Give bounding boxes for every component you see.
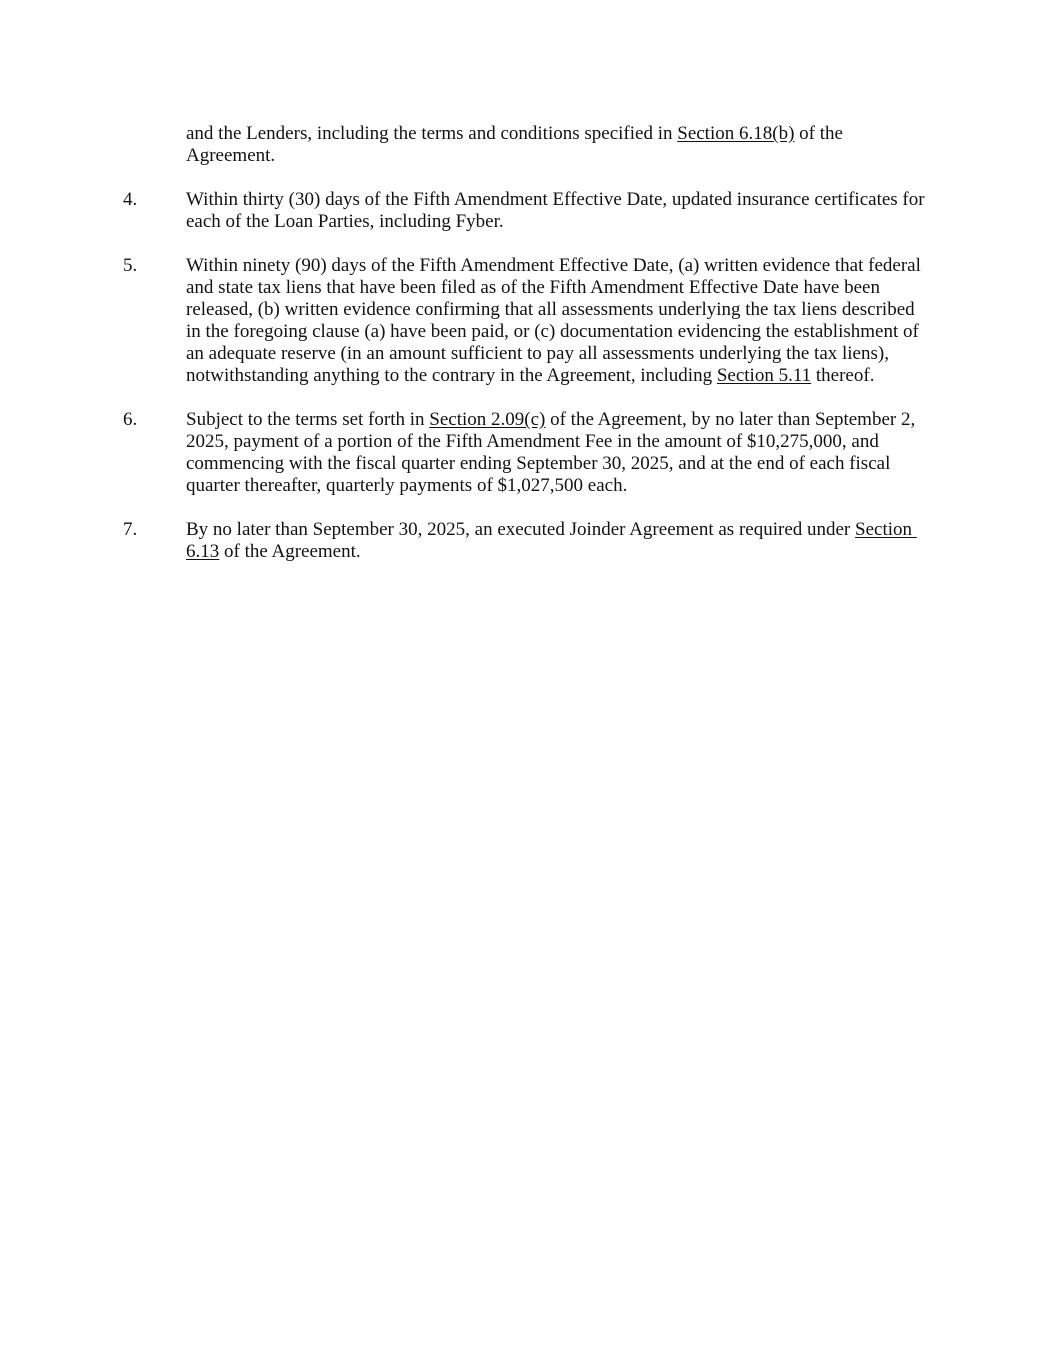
text-segment: of the Agreement. (186, 123, 847, 166)
item-number: 6. (123, 409, 138, 430)
text-segment: and the Lenders, including the terms and conditions specified in (186, 123, 678, 144)
paragraph-text (186, 189, 934, 233)
section-reference: Section 2.09(c) (429, 409, 546, 430)
item-number: 7. (123, 519, 138, 540)
text-segment: of the Agreement. (219, 541, 361, 562)
text-segment: Within ninety (90) days of the Fifth Amendment Effective Date, (a) written evidence that federal and state tax liens that have been filed as of the Fifth Amendment Effective Date have been released, (b) written evidence confirming that all assessments underlying the tax liens described in the foregoing clause (a) have been paid, or (c) documentation evidencing the establishment of an adequate reserve (in an amount sufficient to pay all assessments underlying the tax liens), notwithstanding anything to the contrary in the Agreement, including (186, 255, 926, 386)
item-number: 4. (123, 189, 138, 210)
text-segment: By no later than September 30, 2025, an executed Joinder Agreement as required under (186, 519, 856, 540)
paragraph-list (123, 123, 1055, 563)
list-item (123, 189, 1055, 233)
section-reference: Section 5.11 (716, 365, 812, 386)
item-number: 5. (123, 255, 138, 276)
paragraph-text (186, 255, 934, 387)
list-item (123, 255, 1055, 387)
text-segment: Subject to the terms set forth in (186, 409, 430, 430)
paragraph-text (186, 519, 934, 563)
list-item (123, 519, 1055, 563)
section-reference: Section 6.13 (186, 519, 917, 562)
paragraph-text (186, 409, 934, 497)
text-segment: Within thirty (30) days of the Fifth Amendment Effective Date, updated insurance certificates for each of the Loan Parties, including Fyber. (186, 189, 930, 232)
list-item (123, 409, 1055, 497)
text-segment: of the Agreement, by no later than September 2, 2025, payment of a portion of the Fifth Amendment Fee in the amount of $10,275,000, and commencing with the fiscal quarter ending September 30, 2025, and at the end of each fiscal quarter thereafter, quarterly payments of $1,027,500 each. (186, 409, 920, 496)
section-reference: Section 6.18(b) (677, 123, 795, 144)
list-item (123, 123, 1055, 167)
text-segment: thereof. (811, 365, 875, 386)
paragraph-text (186, 123, 934, 167)
